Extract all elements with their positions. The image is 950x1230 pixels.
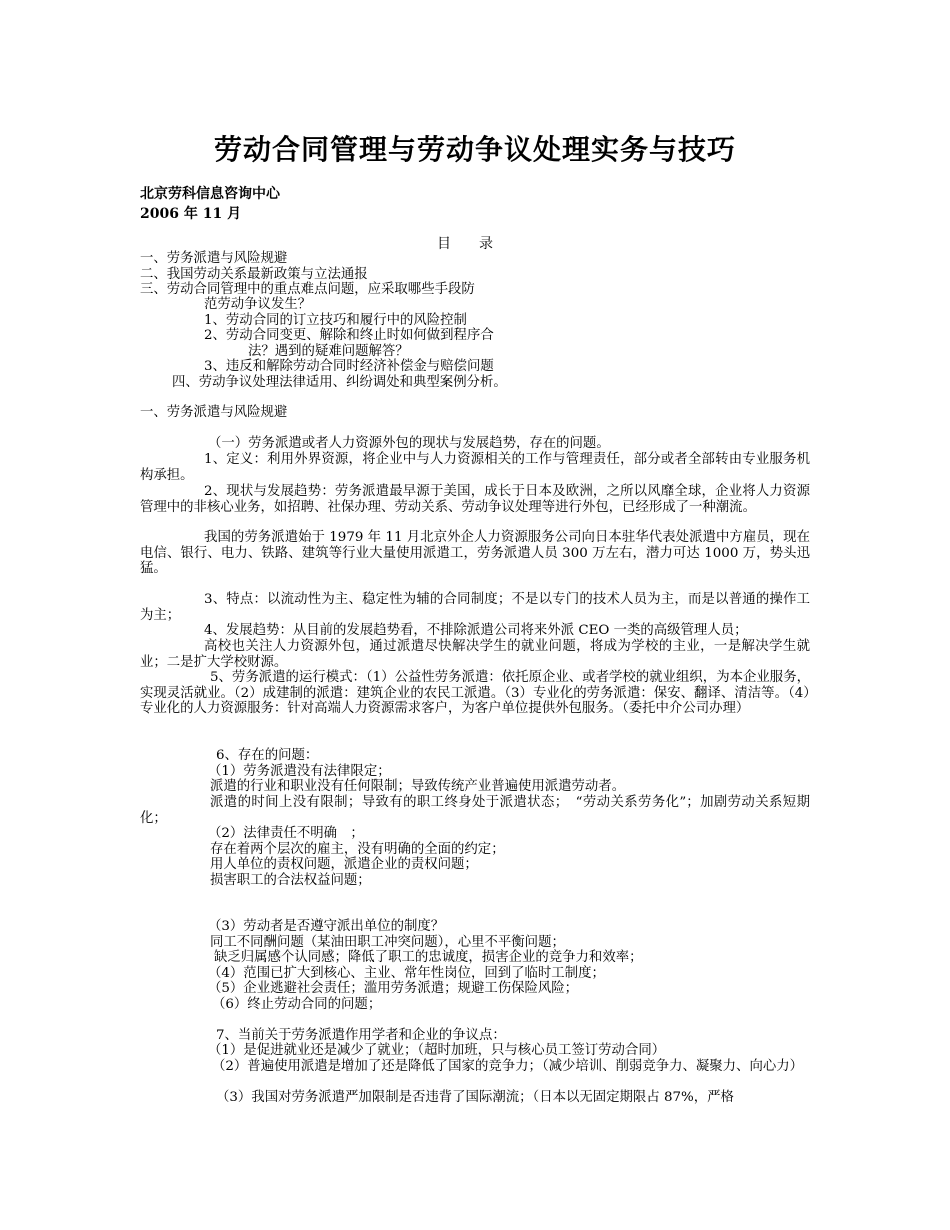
paragraph-line: （1）劳务派遣没有法律限定； xyxy=(208,764,391,779)
paragraph-line: （4）范围已扩大到核心、主业、常年性岗位，回到了临时工制度； xyxy=(208,966,605,981)
paragraph-line: （6）终止劳动合同的问题； xyxy=(212,997,382,1012)
toc-item: 三、劳动合同管理中的重点难点问题，应采取哪些手段防 xyxy=(140,282,475,297)
paragraph: 3、特点：以流动性为主、稳定性为辅的合同制度；不是以专门的技术人员为主，而是以普通的操作工为主； xyxy=(140,592,810,623)
paragraph-line: 缺乏归属感个认同感；降低了职工的忠诚度，损害企业的竞争力和效率； xyxy=(214,950,643,965)
paragraph-line: （2）法律责任不明确 ； xyxy=(208,826,364,841)
paragraph-line: 存在着两个层次的雇主，没有明确的全面的约定； xyxy=(210,842,505,857)
paragraph-line: （3）我国对劳务派遣严加限制是否违背了国际潮流；（日本以无固定期限占 87%，严格 xyxy=(216,1090,734,1105)
paragraph: 高校也关注人力资源外包，通过派遣尽快解决学生的就业问题，将成为学校的主业，一是解决学生就业；二是扩大学校财源。 xyxy=(140,639,810,670)
toc-item: 法？遇到的疑难问题解答？ xyxy=(248,344,409,359)
toc-item: 一、劳务派遣与风险规避 xyxy=(140,251,288,266)
paragraph: （2）普遍使用派遣是增加了还是降低了国家的竞争力；（减少培训、削弱竞争力、凝聚力、向心力） xyxy=(212,1059,804,1074)
subsection-heading: （一）劳务派遣或者人力资源外包的现状与发展趋势，存在的问题。 xyxy=(208,436,610,451)
paragraph-line: （5）企业逃避社会责任；滥用劳务派遣；规避工伤保险风险； xyxy=(208,981,579,996)
document-date: 2006 年 11 月 xyxy=(140,206,242,222)
toc-item: 四、劳动争议处理法律适用、纠纷调处和典型案例分析。 xyxy=(172,375,507,390)
paragraph-line: 派遣的行业和职业没有任何限制；导致传统产业普遍使用派遣劳动者。 xyxy=(210,779,626,794)
toc-item: 范劳动争议发生？ xyxy=(204,297,312,312)
paragraph-line: （1）是促进就业还是减少了就业；（超时加班，只与核心员工签订劳动合同） xyxy=(208,1043,666,1058)
toc-item: 3、违反和解除劳动合同时经济补偿金与赔偿问题 xyxy=(204,359,494,374)
toc-heading: 目 录 xyxy=(437,236,493,252)
paragraph: 2、现状与发展趋势：劳务派遣最早源于美国，成长于日本及欧洲，之所以风靡全球，企业将人力资源管理中的非核心业务，如招聘、社保办理、劳动关系、劳动争议处理等进行外包，已经形成了一种潮流。 xyxy=(140,484,810,515)
paragraph: 4、发展趋势：从目前的发展趋势看，不排除派遣公司将来外派 CEO 一类的高级管理人员； xyxy=(204,623,748,638)
paragraph-line: 损害职工的合法权益问题； xyxy=(210,873,371,888)
paragraph-line: 6、存在的问题： xyxy=(216,748,319,763)
paragraph-line: 7、当前关于劳务派遣作用学者和企业的争议点： xyxy=(216,1028,506,1043)
paragraph: 1、定义：利用外界资源，将企业中与人力资源相关的工作与管理责任，部分或者全部转由专业服务机构承担。 xyxy=(140,452,810,483)
paragraph: 派遣的时间上没有限制；导致有的职工终身处于派遣状态； “劳动关系劳务化”；加剧劳动关系短期化； xyxy=(140,795,810,826)
organization: 北京劳科信息咨询中心 xyxy=(140,186,280,202)
toc-item: 2、劳动合同变更、解除和终止时如何做到程序合 xyxy=(204,328,494,343)
paragraph: 5、劳务派遣的运行模式：（1）公益性劳务派遣：依托原企业、或者学校的就业组织，为本企业服务，实现灵活就业。（2）成建制的派遣：建筑企业的农民工派遣。（3）专业化的劳务派遣：保安、翻译、清洁等。（4）专业化的人力资源服务：针对高端人力资源需求客户，为客户单位提供外包服务。（委托中介公司办理） xyxy=(140,670,810,717)
paragraph-line: 同工不同酬问题（某油田职工冲突问题），心里不平衡问题； xyxy=(210,935,565,950)
document-title: 劳动合同管理与劳动争议处理实务与技巧 xyxy=(213,133,736,166)
section-heading: 一、劳务派遣与风险规避 xyxy=(140,405,288,420)
toc-item: 二、我国劳动关系最新政策与立法通报 xyxy=(140,267,368,282)
paragraph-line: 用人单位的责权问题，派遣企业的责权问题； xyxy=(210,857,478,872)
paragraph: 我国的劳务派遣始于 1979 年 11 月北京外企人力资源服务公司向日本驻华代表处派遣中方雇员，现在电信、银行、电力、铁路、建筑等行业大量使用派遣工，劳务派遣人员 300 万左右，潜力可达 1000 万，势头迅猛。 xyxy=(140,530,810,577)
toc-item: 1、劳动合同的订立技巧和履行中的风险控制 xyxy=(204,313,467,328)
paragraph-line: （3）劳动者是否遵守派出单位的制度？ xyxy=(208,919,445,934)
